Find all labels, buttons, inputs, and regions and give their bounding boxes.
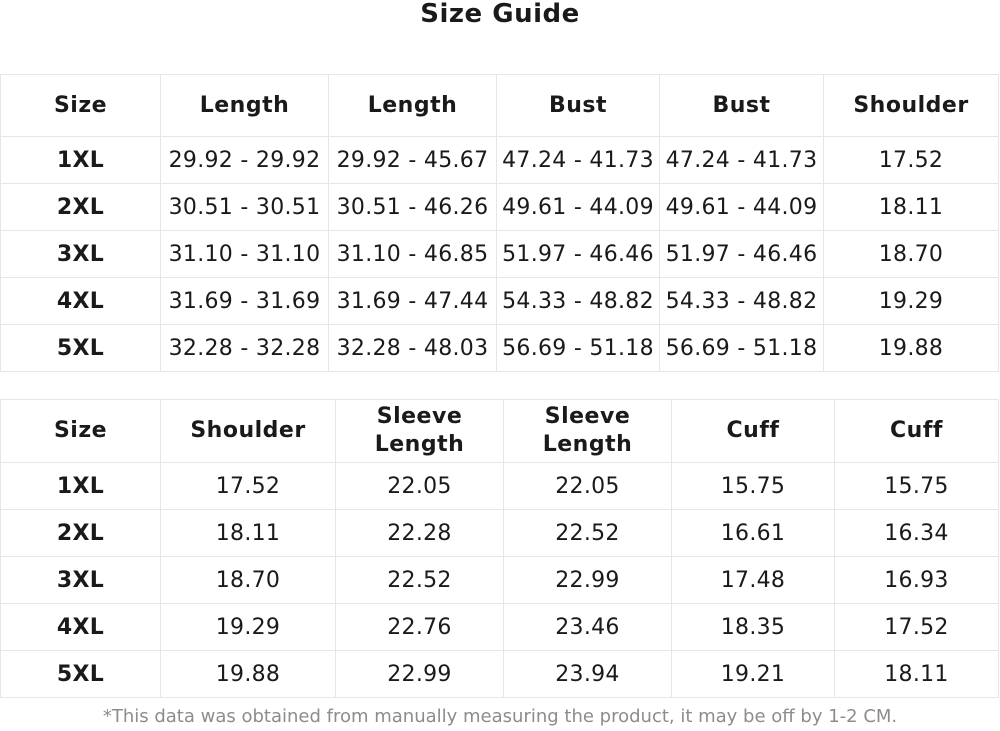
- table-cell: 19.29: [824, 278, 999, 325]
- size-cell: 2XL: [1, 184, 161, 231]
- table-cell: 54.33 - 48.82: [660, 278, 824, 325]
- table-cell: 29.92 - 45.67: [329, 137, 497, 184]
- table-cell: 17.52: [161, 463, 336, 510]
- table-cell: 31.10 - 46.85: [329, 231, 497, 278]
- size-cell: 4XL: [1, 278, 161, 325]
- table-cell: 22.52: [504, 510, 672, 557]
- table-cell: 18.11: [161, 510, 336, 557]
- column-header-shoulder: Shoulder: [161, 400, 336, 463]
- column-header-bust: Bust: [660, 75, 824, 137]
- table-row: [1, 557, 999, 604]
- table-cell: 18.11: [835, 651, 999, 698]
- size-cell: 4XL: [1, 604, 161, 651]
- table-cell: 31.69 - 31.69: [161, 278, 329, 325]
- table-cell: 19.29: [161, 604, 336, 651]
- column-header-cuff: Cuff: [835, 400, 999, 463]
- column-header-sleeve-length: Sleeve Length: [504, 400, 672, 463]
- table-cell: 56.69 - 51.18: [497, 325, 660, 372]
- column-header-size: Size: [1, 400, 161, 463]
- measurement-disclaimer: *This data was obtained from manually measuring the product, it may be off by 1-2 CM.: [102, 706, 898, 727]
- table-cell: 54.33 - 48.82: [497, 278, 660, 325]
- table-cell: 49.61 - 44.09: [497, 184, 660, 231]
- table-cell: 30.51 - 30.51: [161, 184, 329, 231]
- table-row: [1, 325, 999, 372]
- table-cell: 19.88: [161, 651, 336, 698]
- table-header-row: [1, 75, 999, 137]
- table-row: [1, 137, 999, 184]
- table-cell: 31.10 - 31.10: [161, 231, 329, 278]
- column-header-shoulder: Shoulder: [824, 75, 999, 137]
- size-cell: 5XL: [1, 325, 161, 372]
- table-row: [1, 231, 999, 278]
- table-cell: 16.34: [835, 510, 999, 557]
- table-cell: 29.92 - 29.92: [161, 137, 329, 184]
- table-cell: 51.97 - 46.46: [660, 231, 824, 278]
- table-row: [1, 604, 999, 651]
- table-cell: 30.51 - 46.26: [329, 184, 497, 231]
- table-cell: 22.76: [336, 604, 504, 651]
- table-cell: 56.69 - 51.18: [660, 325, 824, 372]
- table-cell: 18.11: [824, 184, 999, 231]
- column-header-length: Length: [329, 75, 497, 137]
- size-cell: 1XL: [1, 463, 161, 510]
- table-cell: 18.70: [161, 557, 336, 604]
- table-row: [1, 463, 999, 510]
- table-cell: 16.93: [835, 557, 999, 604]
- size-cell: 1XL: [1, 137, 161, 184]
- table-row: [1, 510, 999, 557]
- size-cell: 3XL: [1, 557, 161, 604]
- size-cell: 3XL: [1, 231, 161, 278]
- table-cell: 15.75: [835, 463, 999, 510]
- table-cell: 22.05: [336, 463, 504, 510]
- table-cell: 22.05: [504, 463, 672, 510]
- column-header-length: Length: [161, 75, 329, 137]
- table-row: [1, 651, 999, 698]
- table-cell: 47.24 - 41.73: [497, 137, 660, 184]
- size-table-bottom: [0, 399, 999, 698]
- table-cell: 31.69 - 47.44: [329, 278, 497, 325]
- table-cell: 22.99: [336, 651, 504, 698]
- table-cell: 22.99: [504, 557, 672, 604]
- table-cell: 17.48: [672, 557, 835, 604]
- table-cell: 49.61 - 44.09: [660, 184, 824, 231]
- table-cell: 22.28: [336, 510, 504, 557]
- table-cell: 18.70: [824, 231, 999, 278]
- table-cell: 22.52: [336, 557, 504, 604]
- column-header-bust: Bust: [497, 75, 660, 137]
- size-cell: 2XL: [1, 510, 161, 557]
- page-title: Size Guide: [420, 0, 580, 29]
- table-cell: 23.46: [504, 604, 672, 651]
- size-cell: 5XL: [1, 651, 161, 698]
- size-table-top: [0, 74, 999, 372]
- table-cell: 17.52: [824, 137, 999, 184]
- table-cell: 51.97 - 46.46: [497, 231, 660, 278]
- table-cell: 18.35: [672, 604, 835, 651]
- table-cell: 19.21: [672, 651, 835, 698]
- table-row: [1, 184, 999, 231]
- table-cell: 17.52: [835, 604, 999, 651]
- table-cell: 47.24 - 41.73: [660, 137, 824, 184]
- table-cell: 32.28 - 32.28: [161, 325, 329, 372]
- column-header-sleeve-length: Sleeve Length: [336, 400, 504, 463]
- table-cell: 32.28 - 48.03: [329, 325, 497, 372]
- table-cell: 23.94: [504, 651, 672, 698]
- table-cell: 19.88: [824, 325, 999, 372]
- column-header-size: Size: [1, 75, 161, 137]
- table-cell: 16.61: [672, 510, 835, 557]
- table-cell: 15.75: [672, 463, 835, 510]
- table-row: [1, 278, 999, 325]
- table-header-row: [1, 400, 999, 463]
- column-header-cuff: Cuff: [672, 400, 835, 463]
